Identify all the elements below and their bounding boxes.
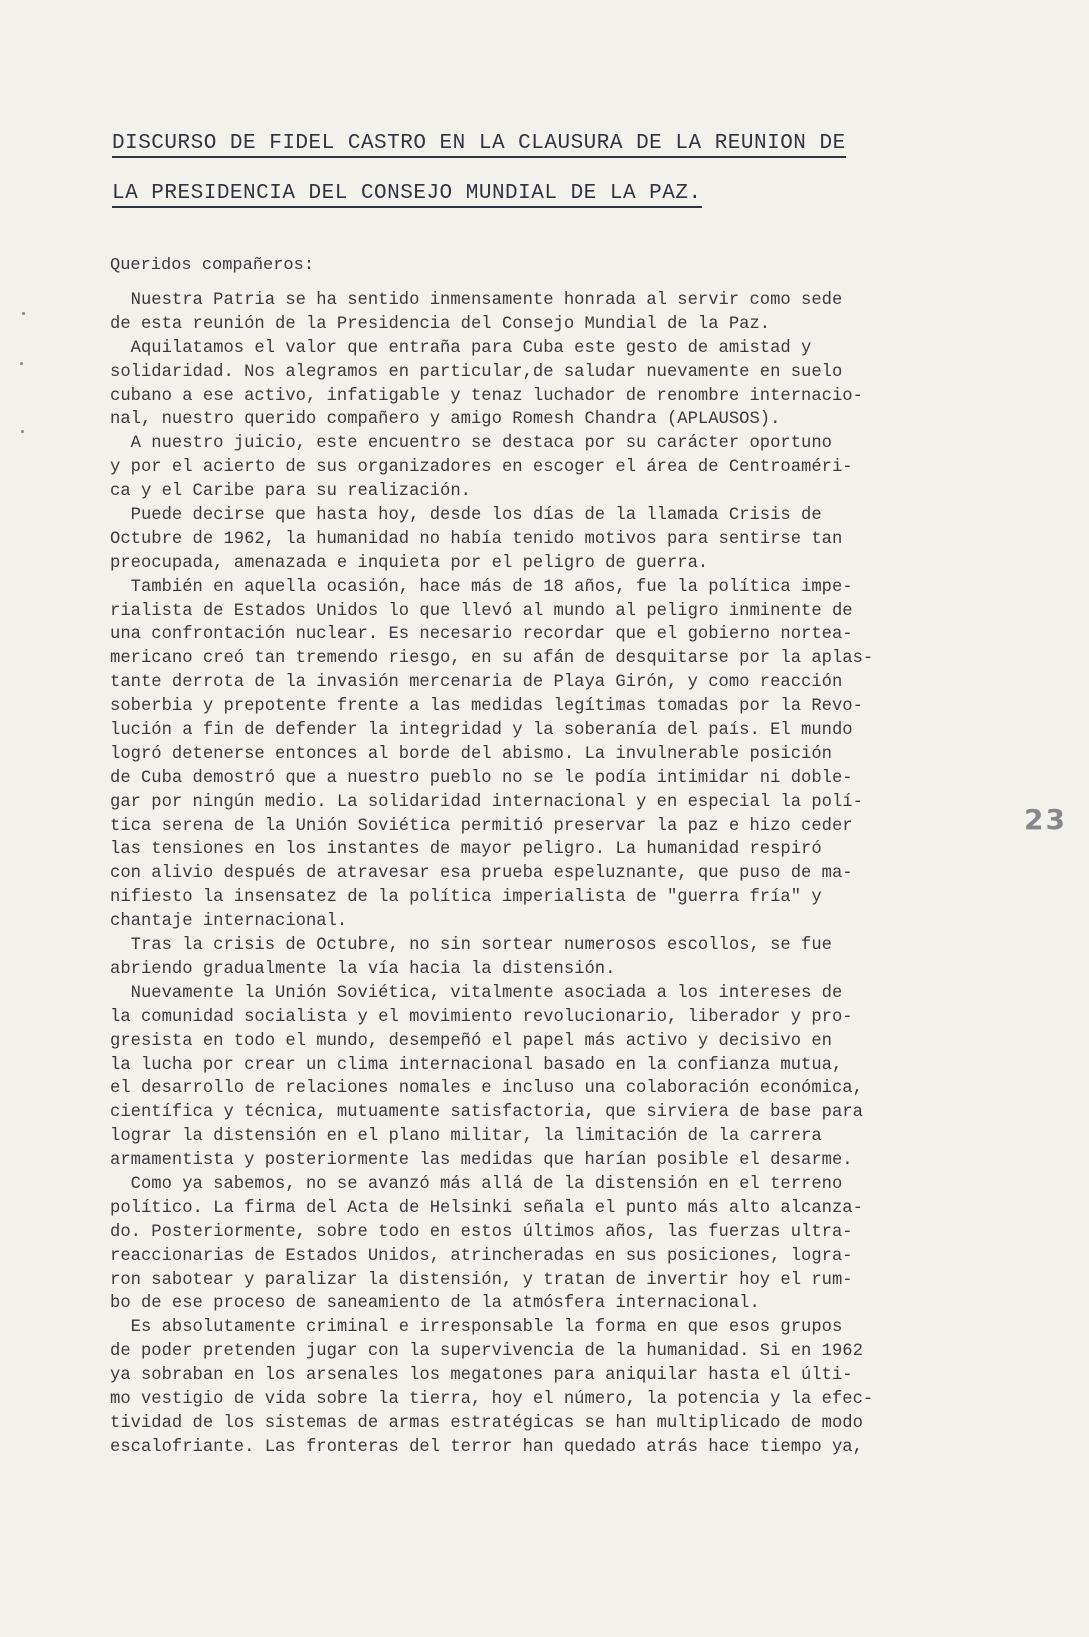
text-line: la lucha por crear un clima internacional basado en la confianza mutua,	[110, 1055, 843, 1075]
greeting: Queridos compañeros:	[110, 256, 315, 275]
text-line: y por el acierto de sus organizadores en escoger el área de Centroaméri-	[110, 458, 853, 478]
text-line: político. La firma del Acta de Helsinki señala el punto más alto alcanza-	[110, 1198, 863, 1218]
text-line: Puede decirse que hasta hoy, desde los días de la llamada Crisis de	[110, 506, 822, 526]
text-line: mericano creó tan tremendo riesgo, en su afán de desquitarse por la aplas-	[110, 649, 874, 669]
text-line: gar por ningún medio. La solidaridad internacional y en especial la polí-	[110, 792, 863, 812]
text-line: preocupada, amenazada e inquieta por el peligro de guerra.	[110, 553, 709, 573]
text-line: mo vestigio de vida sobre la tierra, hoy el número, la potencia y la efec-	[110, 1389, 874, 1409]
text-line: bo de ese proceso de saneamiento de la atmósfera internacional.	[110, 1294, 760, 1314]
text-line: logró detenerse entonces al borde del abismo. La invulnerable posición	[110, 744, 832, 764]
text-line: A nuestro juicio, este encuentro se destaca por su carácter oportuno	[110, 434, 832, 454]
text-line: lograr la distensión en el plano militar, la limitación de la carrera	[110, 1127, 822, 1147]
text-line: escalofriante. Las fronteras del terror han quedado atrás hace tiempo ya,	[110, 1437, 863, 1457]
text-line: ca y el Caribe para su realización.	[110, 482, 471, 502]
text-line: soberbia y prepotente frente a las medidas legítimas tomadas por la Revo-	[110, 697, 863, 717]
text-line: nifiesto la insensatez de la política imperialista de "guerra fría" y	[110, 888, 822, 908]
margin-mark	[22, 312, 25, 315]
text-line: el desarrollo de relaciones nomales e incluso una colaboración económica,	[110, 1079, 863, 1099]
text-line: rialista de Estados Unidos lo que llevó al mundo al peligro inminente de	[110, 601, 853, 621]
text-line: do. Posteriormente, sobre todo en estos últimos años, las fuerzas ultra-	[110, 1222, 853, 1242]
text-line: gresista en todo el mundo, desempeñó el papel más activo y decisivo en	[110, 1031, 832, 1051]
text-line: con alivio después de atravesar esa prueba espeluznante, que puso de ma-	[110, 864, 853, 884]
text-line: Nuestra Patria se ha sentido inmensamente honrada al servir como sede	[110, 291, 843, 310]
margin-mark	[21, 430, 24, 433]
text-line: Aquilatamos el valor que entraña para Cuba este gesto de amistad y	[110, 338, 812, 358]
title-line-1: DISCURSO DE FIDEL CASTRO EN LA CLAUSURA DE LA REUNION DE	[112, 132, 846, 158]
text-line: una confrontación nuclear. Es necesario recordar que el gobierno nortea-	[110, 625, 853, 645]
text-line: científica y técnica, mutuamente satisfactoria, que sirviera de base para	[110, 1103, 863, 1123]
text-line: tica serena de la Unión Soviética permitió preservar la paz e hizo ceder	[110, 816, 853, 836]
text-line: solidaridad. Nos alegramos en particular,de saludar nuevamente en suelo	[110, 362, 843, 382]
text-line: tividad de los sistemas de armas estratégicas se han multiplicado de modo	[110, 1413, 863, 1433]
text-line: ron sabotear y paralizar la distensión, y tratan de invertir hoy el rum-	[110, 1270, 853, 1290]
text-line: Tras la crisis de Octubre, no sin sortear numerosos escollos, se fue	[110, 936, 832, 956]
text-line: También en aquella ocasión, hace más de 18 años, fue la política impe-	[110, 577, 853, 597]
text-line: reaccionarias de Estados Unidos, atrincheradas en sus posiciones, logra-	[110, 1246, 853, 1266]
speech-body	[110, 289, 1010, 1460]
text-line: las tensiones en los instantes de mayor peligro. La humanidad respiró	[110, 840, 822, 860]
text-line: de esta reunión de la Presidencia del Consejo Mundial de la Paz.	[110, 314, 771, 334]
text-line: la comunidad socialista y el movimiento revolucionario, liberador y pro-	[110, 1007, 853, 1027]
text-line: ya sobraban en los arsenales los megatones para aniquilar hasta el últi-	[110, 1366, 853, 1386]
text-line: Como ya sabemos, no se avanzó más allá de la distensión en el terreno	[110, 1174, 843, 1194]
text-line: Nuevamente la Unión Soviética, vitalmente asociada a los intereses de	[110, 983, 843, 1003]
text-line: armamentista y posteriormente las medidas que harían posible el desarme.	[110, 1151, 853, 1171]
text-line: abriendo gradualmente la vía hacia la distensión.	[110, 959, 616, 979]
text-line: tante derrota de la invasión mercenaria de Playa Girón, y como reacción	[110, 673, 843, 693]
title-line-2: LA PRESIDENCIA DEL CONSEJO MUNDIAL DE LA PAZ.	[112, 182, 702, 208]
text-line: cubano a ese activo, infatigable y tenaz luchador de renombre internacio-	[110, 386, 863, 406]
margin-mark	[20, 362, 23, 365]
page-number: 23	[1024, 803, 1067, 836]
text-line: Es absolutamente criminal e irresponsable la forma en que esos grupos	[110, 1318, 843, 1338]
text-line: de Cuba demostró que a nuestro pueblo no se le podía intimidar ni doble-	[110, 768, 853, 788]
text-line: Octubre de 1962, la humanidad no había tenido motivos para sentirse tan	[110, 529, 843, 549]
text-line: nal, nuestro querido compañero y amigo Romesh Chandra (APLAUSOS).	[110, 410, 781, 430]
text-line: de poder pretenden jugar con la supervivencia de la humanidad. Si en 1962	[110, 1342, 863, 1362]
text-line: lución a fin de defender la integridad y la soberanía del país. El mundo	[110, 721, 853, 741]
text-line: chantaje internacional.	[110, 912, 348, 932]
